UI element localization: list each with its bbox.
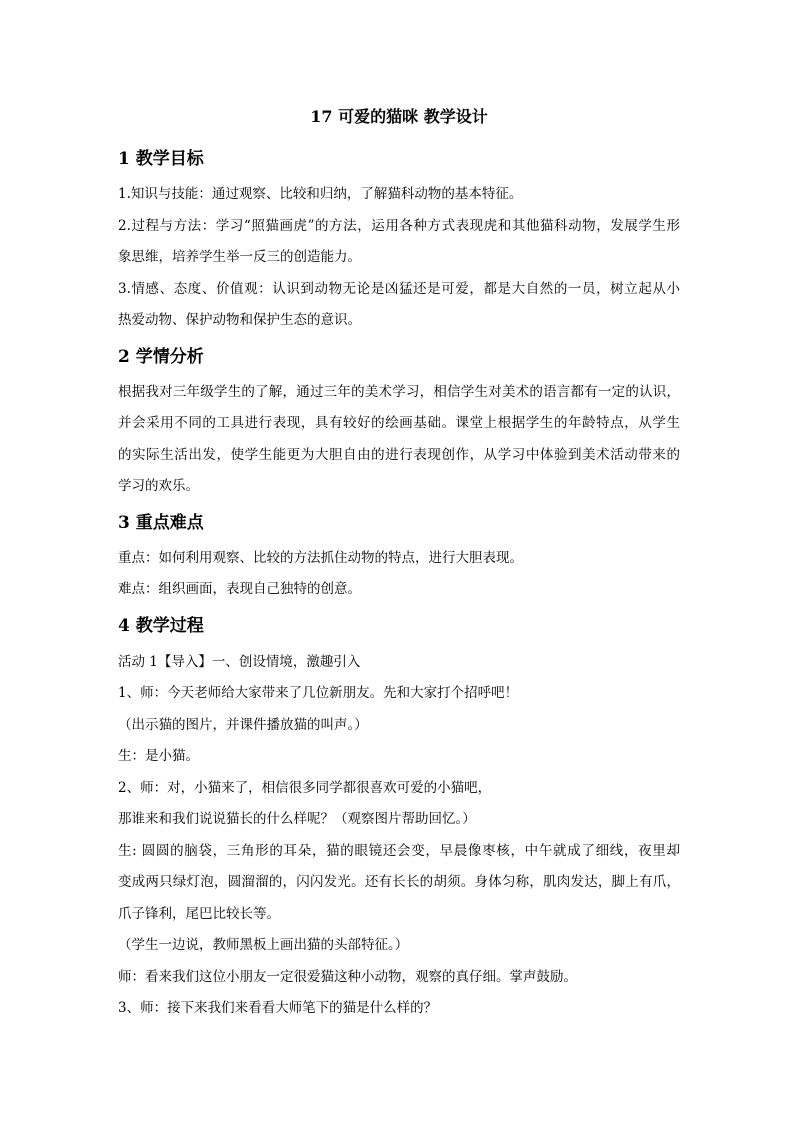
paragraph-line: 并会采用不同的工具进行表现，具有较好的绘画基础。课堂上根据学生的年龄特点，从学生 xyxy=(118,415,680,431)
paragraph-line: （学生一边说，教师黑板上画出猫的头部特征。） xyxy=(118,937,409,953)
paragraph-line: 爪子锋利，尾巴比较长等。 xyxy=(118,906,280,922)
paragraph-line: 活动 1【导入】一、创设情境，激趣引入 xyxy=(118,654,361,670)
document-title: 17 可爱的猫咪 教学设计 xyxy=(310,107,488,126)
section-heading-process: 4 教学过程 xyxy=(118,616,204,636)
paragraph-line: 生：是小猫。 xyxy=(118,748,199,764)
paragraph-line: 2.过程与方法：学习“照猫画虎”的方法，运用各种方式表现虎和其他猫科动物，发展学生形 xyxy=(118,218,680,234)
paragraph-line: 师：看来我们这位小朋友一定很爱猫这种小动物，观察的真仔细。掌声鼓励。 xyxy=(118,969,577,985)
paragraph-line: 变成两只绿灯泡，圆溜溜的，闪闪发光。还有长长的胡须。身体匀称，肌肉发达，脚上有爪， xyxy=(118,874,680,890)
section-heading-goals: 1 教学目标 xyxy=(118,149,204,169)
paragraph-line: 根据我对三年级学生的了解，通过三年的美术学习，相信学生对美术的语言都有一定的认识， xyxy=(118,384,680,400)
paragraph-line: 象思维，培养学生举一反三的创造能力。 xyxy=(118,249,361,265)
paragraph-line: 那谁来和我们说说猫长的什么样呢？（观察图片帮助回忆。） xyxy=(118,811,476,827)
paragraph-line: （出示猫的图片，并课件播放猫的叫声。） xyxy=(118,717,368,733)
paragraph-line: 3、师：接下来我们来看看大师笔下的猫是什么样的？ xyxy=(118,1000,438,1016)
paragraph-line: 难点：组织画面，表现自己独特的创意。 xyxy=(118,581,361,597)
paragraph-line: 1.知识与技能：通过观察、比较和归纳，了解猫科动物的基本特征。 xyxy=(118,186,523,202)
paragraph-line: 3.情感、态度、价值观：认识到动物无论是凶猛还是可爱，都是大自然的一员，树立起从小 xyxy=(118,281,680,297)
section-heading-analysis: 2 学情分析 xyxy=(118,347,204,367)
paragraph-line: 2、师：对，小猫来了，相信很多同学都很喜欢可爱的小猫吧， xyxy=(118,780,492,796)
paragraph-line: 的实际生活出发，使学生能更为大胆自由的进行表现创作，从学习中体验到美术活动带来的 xyxy=(118,447,680,463)
paragraph-line: 热爱动物、保护动物和保护生态的意识。 xyxy=(118,312,361,328)
paragraph-line: 1、师：今天老师给大家带来了几位新朋友。先和大家打个招呼吧！ xyxy=(118,685,519,701)
section-heading-key-points: 3 重点难点 xyxy=(118,513,204,533)
paragraph-line: 生: 圆圆的脑袋，三角形的耳朵，猫的眼镜还会变，早晨像枣核，中午就成了细线，夜里却 xyxy=(118,843,680,859)
paragraph-line: 重点：如何利用观察、比较的方法抓住动物的特点，进行大胆表现。 xyxy=(118,550,523,566)
paragraph-line: 学习的欢乐。 xyxy=(118,478,199,494)
